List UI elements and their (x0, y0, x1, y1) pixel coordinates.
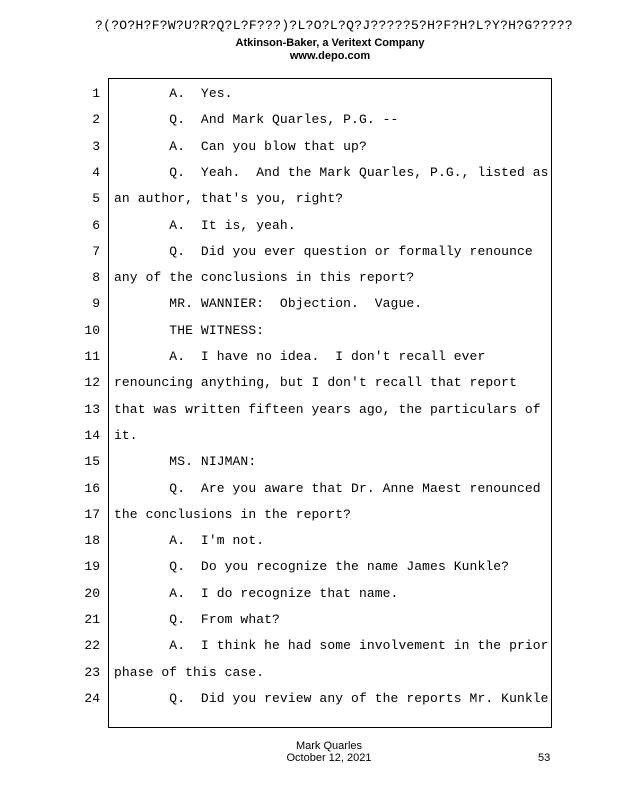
line-text: Q. Did you ever question or formally renounce (114, 243, 533, 259)
line-text: Q. Did you review any of the reports Mr. Kunkle (114, 690, 549, 706)
line-number: 7 (92, 243, 100, 259)
line-number: 18 (84, 533, 100, 549)
line-text: Q. Yeah. And the Mark Quarles, P.G., listed as (114, 164, 549, 180)
transcript-line (0, 112, 560, 138)
line-text: Q. And Mark Quarles, P.G. -- (114, 112, 399, 128)
line-text: it. (114, 427, 138, 443)
line-number: 23 (84, 664, 100, 680)
line-text: the conclusions in the report? (114, 506, 352, 522)
line-text: MS. NIJMAN: (114, 454, 257, 470)
transcript-line (0, 481, 560, 507)
transcript-line (0, 533, 560, 559)
line-text: renouncing anything, but I don't recall that report (114, 375, 517, 391)
line-text: an author, that's you, right? (114, 191, 344, 207)
line-text: any of the conclusions in this report? (114, 270, 415, 286)
transcript-line (0, 244, 560, 270)
transcript-line (0, 559, 560, 585)
line-number: 2 (92, 112, 100, 128)
line-number: 22 (84, 638, 100, 654)
line-number: 9 (92, 296, 100, 312)
line-number: 14 (84, 427, 100, 443)
transcript-line (0, 218, 560, 244)
line-number: 4 (92, 164, 100, 180)
transcript-line (0, 191, 560, 217)
line-number: 1 (92, 86, 100, 101)
transcript-line (0, 402, 560, 428)
transcript-line (0, 428, 560, 454)
transcript-line (0, 270, 560, 296)
header-encoded-title: ?(?O?H?F?W?U?R?Q?L?F???)?L?O?L?Q?J?????5?H?F?H?L?Y?H?G????? (95, 18, 573, 33)
transcript-line (0, 86, 560, 112)
line-text: A. I do recognize that name. (114, 585, 399, 601)
line-number: 8 (92, 270, 100, 286)
transcript-line (0, 507, 560, 533)
line-text: MR. WANNIER: Objection. Vague. (114, 296, 423, 312)
line-number: 24 (84, 690, 100, 706)
transcript-line (0, 454, 560, 480)
line-number: 20 (84, 585, 100, 601)
transcript-line (0, 665, 560, 691)
transcript-line (0, 349, 560, 375)
line-number: 5 (92, 191, 100, 207)
line-text: A. It is, yeah. (114, 217, 296, 233)
line-number: 17 (84, 506, 100, 522)
footer-deponent-name: Mark Quarles (295, 740, 363, 752)
line-text: A. I have no idea. I don't recall ever (114, 349, 486, 364)
line-text: THE WITNESS: (114, 322, 265, 338)
line-text: Q. Are you aware that Dr. Anne Maest renounced (114, 480, 541, 496)
header-company-name: Atkinson-Baker, a Veritext Company (235, 37, 425, 49)
header-website: www.depo.com (289, 50, 371, 62)
line-text: Q. Do you recognize the name James Kunkle? (114, 559, 510, 575)
line-number: 19 (84, 559, 100, 575)
line-number: 10 (84, 322, 100, 338)
line-number: 21 (84, 612, 100, 627)
footer-deposition-date: October 12, 2021 (286, 752, 372, 764)
line-number: 16 (84, 480, 100, 496)
line-number: 11 (84, 349, 100, 364)
transcript-line (0, 139, 560, 165)
line-text: that was written fifteen years ago, the particulars of (114, 401, 541, 417)
line-text: A. Yes. (114, 86, 233, 101)
line-number: 13 (84, 401, 100, 417)
line-number: 3 (92, 138, 100, 154)
line-text: A. I'm not. (114, 533, 265, 549)
line-text: phase of this case. (114, 664, 265, 680)
line-number: 15 (84, 454, 100, 470)
transcript-line (0, 296, 560, 322)
transcript-line (0, 165, 560, 191)
transcript-line (0, 586, 560, 612)
footer-page-number: 53 (538, 752, 551, 764)
transcript-line (0, 691, 560, 717)
line-text: A. I think he had some involvement in the prior (114, 638, 549, 654)
line-text: Q. From what? (114, 612, 280, 627)
transcript-line (0, 612, 560, 638)
transcript-line (0, 638, 560, 664)
transcript-line (0, 375, 560, 401)
transcript-line (0, 323, 560, 349)
line-text: A. Can you blow that up? (114, 138, 367, 154)
line-number: 12 (84, 375, 100, 391)
line-number: 6 (92, 217, 100, 233)
